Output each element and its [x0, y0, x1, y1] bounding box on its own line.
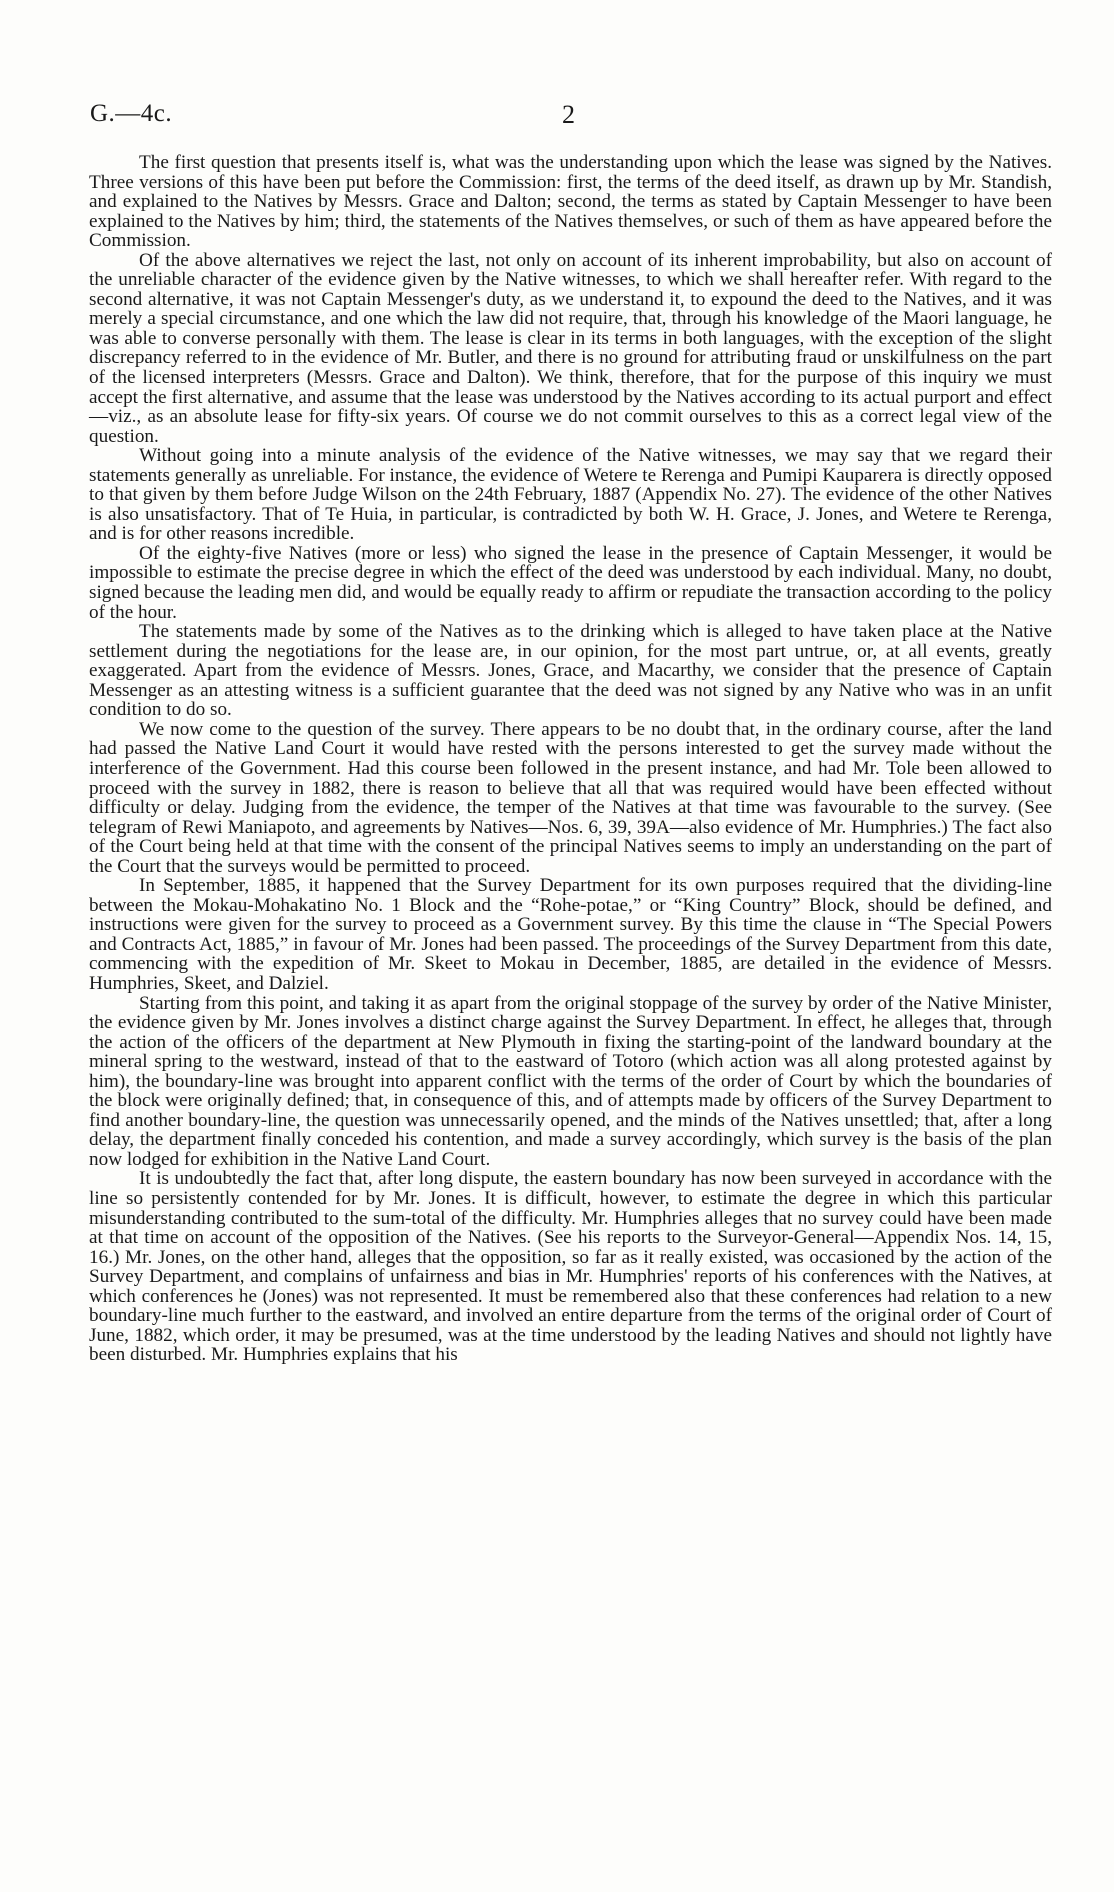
- page-header: [90, 100, 1050, 136]
- paragraph: Starting from this point, and taking it as apart from the original stoppage of the survey by order of the Native Minister, the evidence given by Mr. Jones involves a distinct charge against the Survey Department. In effect, he alleges that, through the action of the officers of the department at New Plymouth in fixing the starting-point of the landward boundary at the mineral spring to the westward, instead of that to the eastward of Totoro (which action was all along protested against by him), the boundary-line was brought into apparent conflict with the terms of the order of Court by which the boundaries of the block were originally defined; that, in consequence of this, and of attempts made by officers of the Survey Department to find another boundary-line, the question was unnecessarily opened, and the minds of the Natives unsettled; that, after a long delay, the department finally conceded his contention, and made a survey accordingly, which survey is the basis of the plan now lodged for exhibition in the Native Land Court.: [89, 992, 1052, 1170]
- paragraph: The first question that presents itself is, what was the understanding upon which the lease was signed by the Natives. Three versions of this have been put before the Commission: first, the terms of the deed itself, as drawn up by Mr. Standish, and explained to the Natives by Messrs. Grace and Dalton; second, the terms as stated by Captain Messenger to have been explained to the Natives by him; third, the statements of the Natives themselves, or such of them as have appeared before the Commission.: [89, 152, 1052, 252]
- paragraph: Of the above alternatives we reject the last, not only on account of its inherent improbability, but also on account of the unreliable character of the evidence given by the Native witnesses, to which we shall hereafter refer. With regard to the second alternative, it was not Captain Messenger's duty, as we understand it, to expound the deed to the Natives, and it was merely a special circumstance, and one which the law did not require, that, through his knowledge of the Maori language, he was able to converse personally with them. The lease is clear in its terms in both languages, with the exception of the slight discrepancy referred to in the evidence of Mr. Butler, and there is no ground for attributing fraud or unskilfulness on the part of the licensed interpreters (Messrs. Grace and Dalton). We think, therefore, that for the purpose of this inquiry we must accept the first alternative, and assume that the lease was understood by the Natives according to its actual purport and effect—viz., as an absolute lease for fifty-six years. Of course we do not commit ourselves to this as a correct legal view of the question.: [89, 249, 1052, 447]
- paragraph: Of the eighty-five Natives (more or less) who signed the lease in the presence of Captain Messenger, it would be impossible to estimate the precise degree in which the effect of the deed was understood by each individual. Many, no doubt, signed because the leading men did, and would be equally ready to affirm or repudiate the transaction according to the policy of the hour.: [89, 542, 1052, 623]
- paragraph: In September, 1885, it happened that the Survey Department for its own purposes required that the dividing-line between the Mokau-Mohakatino No. 1 Block and the “Rohe-potae,” or “King Country” Block, should be defined, and instructions were given for the survey to proceed as a Government survey. By this time the clause in “The Special Powers and Contracts Act, 1885,” in favour of Mr. Jones had been passed. The proceedings of the Survey Department from this date, commencing with the expedition of Mr. Skeet to Mokau in December, 1885, are detailed in the evidence of Messrs. Humphries, Skeet, and Dalziel.: [89, 875, 1052, 994]
- body-text: [89, 153, 1052, 1365]
- paragraph: The statements made by some of the Natives as to the drinking which is alleged to have taken place at the Native settlement during the negotiations for the lease are, in our opinion, for the most part untrue, or, at all events, greatly exaggerated. Apart from the evidence of Messrs. Jones, Grace, and Macarthy, we consider that the presence of Captain Messenger as an attesting witness is a sufficient guarantee that the deed was not signed by any Native who was in an unfit condition to do so.: [89, 621, 1052, 721]
- paragraph: It is undoubtedly the fact that, after long dispute, the eastern boundary has now been surveyed in accordance with the line so persistently contended for by Mr. Jones. It is difficult, however, to estimate the degree in which this particular misunderstanding contributed to the sum-total of the difficulty. Mr. Humphries alleges that no survey could have been made at that time on account of the opposition of the Natives. (See his reports to the Surveyor-General—Appendix Nos. 14, 15, 16.) Mr. Jones, on the other hand, alleges that the opposition, so far as it really existed, was occasioned by the action of the Survey Department, and complains of unfairness and bias in Mr. Humphries' reports of his conferences with the Natives, at which conferences he (Jones) was not represented. It must be remembered also that these conferences had relation to a new boundary-line much further to the eastward, and involved an entire departure from the terms of the original order of Court of June, 1882, which order, it may be presumed, was at the time understood by the leading Natives and should not lightly have been disturbed. Mr. Humphries explains that his: [89, 1168, 1052, 1366]
- document-reference: G.—4c.: [90, 100, 173, 127]
- page-number: 2: [562, 100, 575, 129]
- paragraph: Without going into a minute analysis of the evidence of the Native witnesses, we may say that we regard their statements generally as unreliable. For instance, the evidence of Wetere te Rerenga and Pumipi Kauparera is directly opposed to that given by them before Judge Wilson on the 24th February, 1887 (Appendix No. 27). The evidence of the other Natives is also unsatisfactory. That of Te Huia, in particular, is contradicted by both W. H. Grace, J. Jones, and Wetere te Rerenga, and is for other reasons incredible.: [89, 445, 1052, 545]
- paragraph: We now come to the question of the survey. There appears to be no doubt that, in the ordinary course, after the land had passed the Native Land Court it would have rested with the persons interested to get the survey made without the interference of the Government. Had this course been followed in the present instance, and had Mr. Tole been allowed to proceed with the survey in 1882, there is reason to believe that all that was required would have been effected without difficulty or delay. Judging from the evidence, the temper of the Natives at that time was favourable to the survey. (See telegram of Rewi Maniapoto, and agreements by Natives—Nos. 6, 39, 39A—also evidence of Mr. Humphries.) The fact also of the Court being held at that time with the consent of the principal Natives seems to imply an understanding on the part of the Court that the surveys would be permitted to proceed.: [89, 718, 1052, 877]
